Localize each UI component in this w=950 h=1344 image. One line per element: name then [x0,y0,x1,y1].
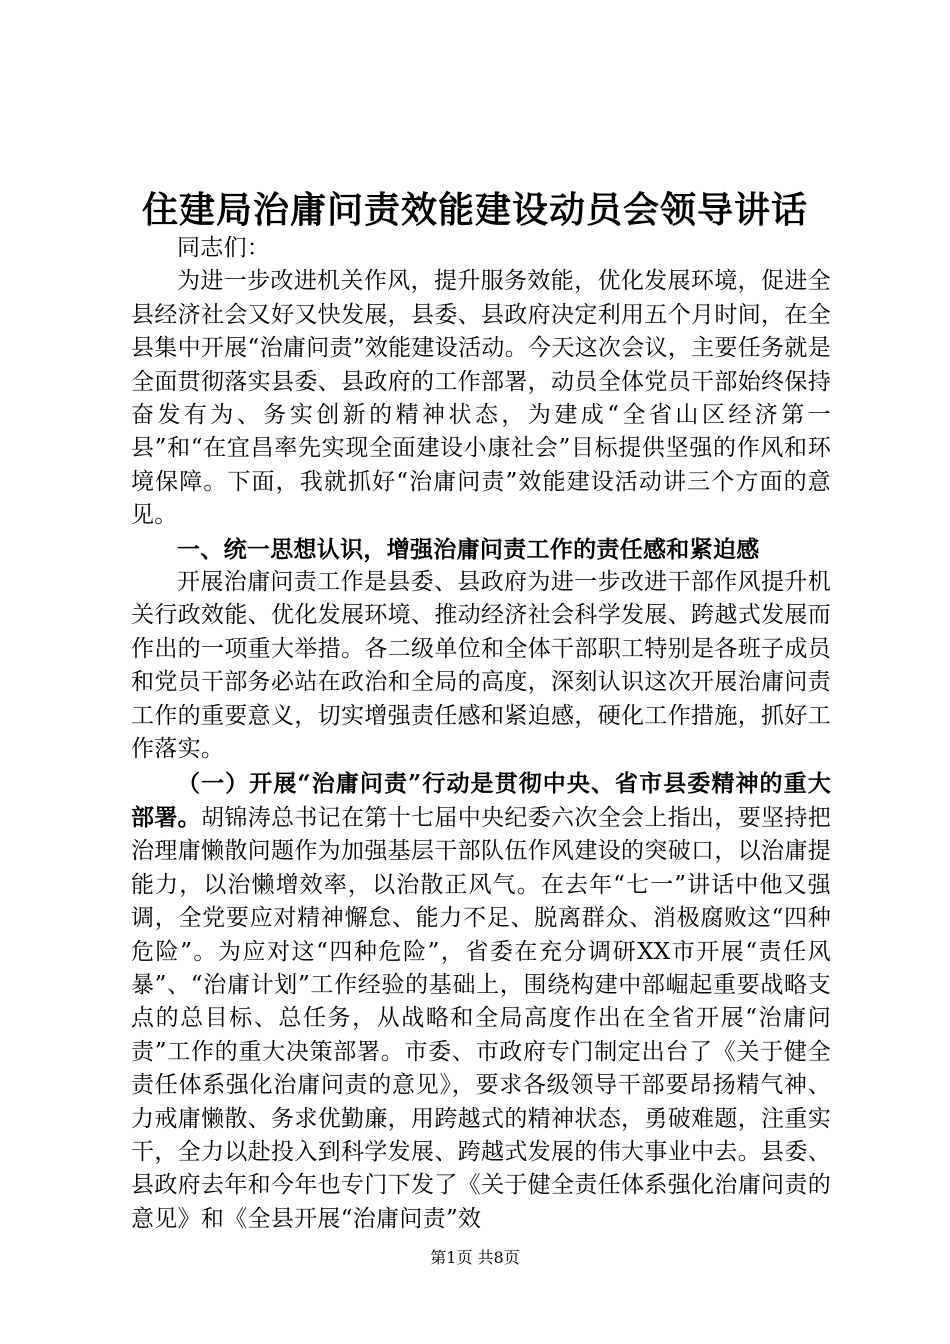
page-number: 第1页 共8页 [430,1248,520,1267]
salutation: 同志们： [177,235,271,261]
subsection-1-heading: （一）开展“治庸问责”行动是贯彻中央、省市县委精神的重大部署。 [131,769,831,831]
subsection-1-paragraph [131,767,831,1237]
document-title: 住建局治庸问责效能建设动员会领导讲话 [141,189,808,231]
section-1-paragraph: 开展治庸问责工作是县委、县政府为进一步改进干部作风提升机关行政效能、优化发展环境、推动经济社会科学发展、跨越式发展而作出的一项重大举措。各二级单位和全体干部职工特别是各班子成员和党员干部务必站在政治和全局的高度，深刻认识这次开展治庸问责工作的重要意义，切实增强责任感和紧迫感，硬化工作措施，抓好工作落实。 [131,569,831,763]
subsection-1-text: 胡锦涛总书记在第十七届中央纪委六次全会上指出，要坚持把治理庸懒散问题作为加强基层干部队伍作风建设的突破口，以治庸提能力，以治懒增效率，以治散正风气。在去年“七一”讲话中他又强调，全党要应对精神懈怠、能力不足、脱离群众、消极腐败这“四种危险”。为应对这“四种危险”，省委在充分调研XX市开展“责任风暴”、“治庸计划”工作经验的基础上，围绕构建中部崛起重要战略支点的总目标、总任务，从战略和全局高度作出在全省开展“治庸问责”工作的重大决策部署。市委、市政府专门制定出台了《关于健全责任体系强化治庸问责的意见》，要求各级领导干部要昂扬精气神、力戒庸懒散、务求优勤廉，用跨越式的精神状态，勇破难题，注重实干，全力以赴投入到科学发展、跨越式发展的伟大事业中去。县委、县政府去年和今年也专门下发了《关于健全责任体系强化治庸问责的意见》和《全县开展“治庸问责”效 [131,804,831,1232]
document-body [131,232,831,1236]
section-1-heading: 一、统一思想认识，增强治庸问责工作的责任感和紧迫感 [177,535,760,563]
intro-paragraph: 为进一步改进机关作风，提升服务效能，优化发展环境，促进全县经济社会又好又快发展，县委、县政府决定利用五个月时间，在全县集中开展“治庸问责”效能建设活动。今天这次会议，主要任务就是全面贯彻落实县委、县政府的工作部署，动员全体党员干部始终保持奋发有为、务实创新的精神状态，为建成“全省山区经济第一县”和“在宜昌率先实现全面建设小康社会”目标提供坚强的作风和环境保障。下面，我就抓好“治庸问责”效能建设活动讲三个方面的意见。 [131,268,831,529]
